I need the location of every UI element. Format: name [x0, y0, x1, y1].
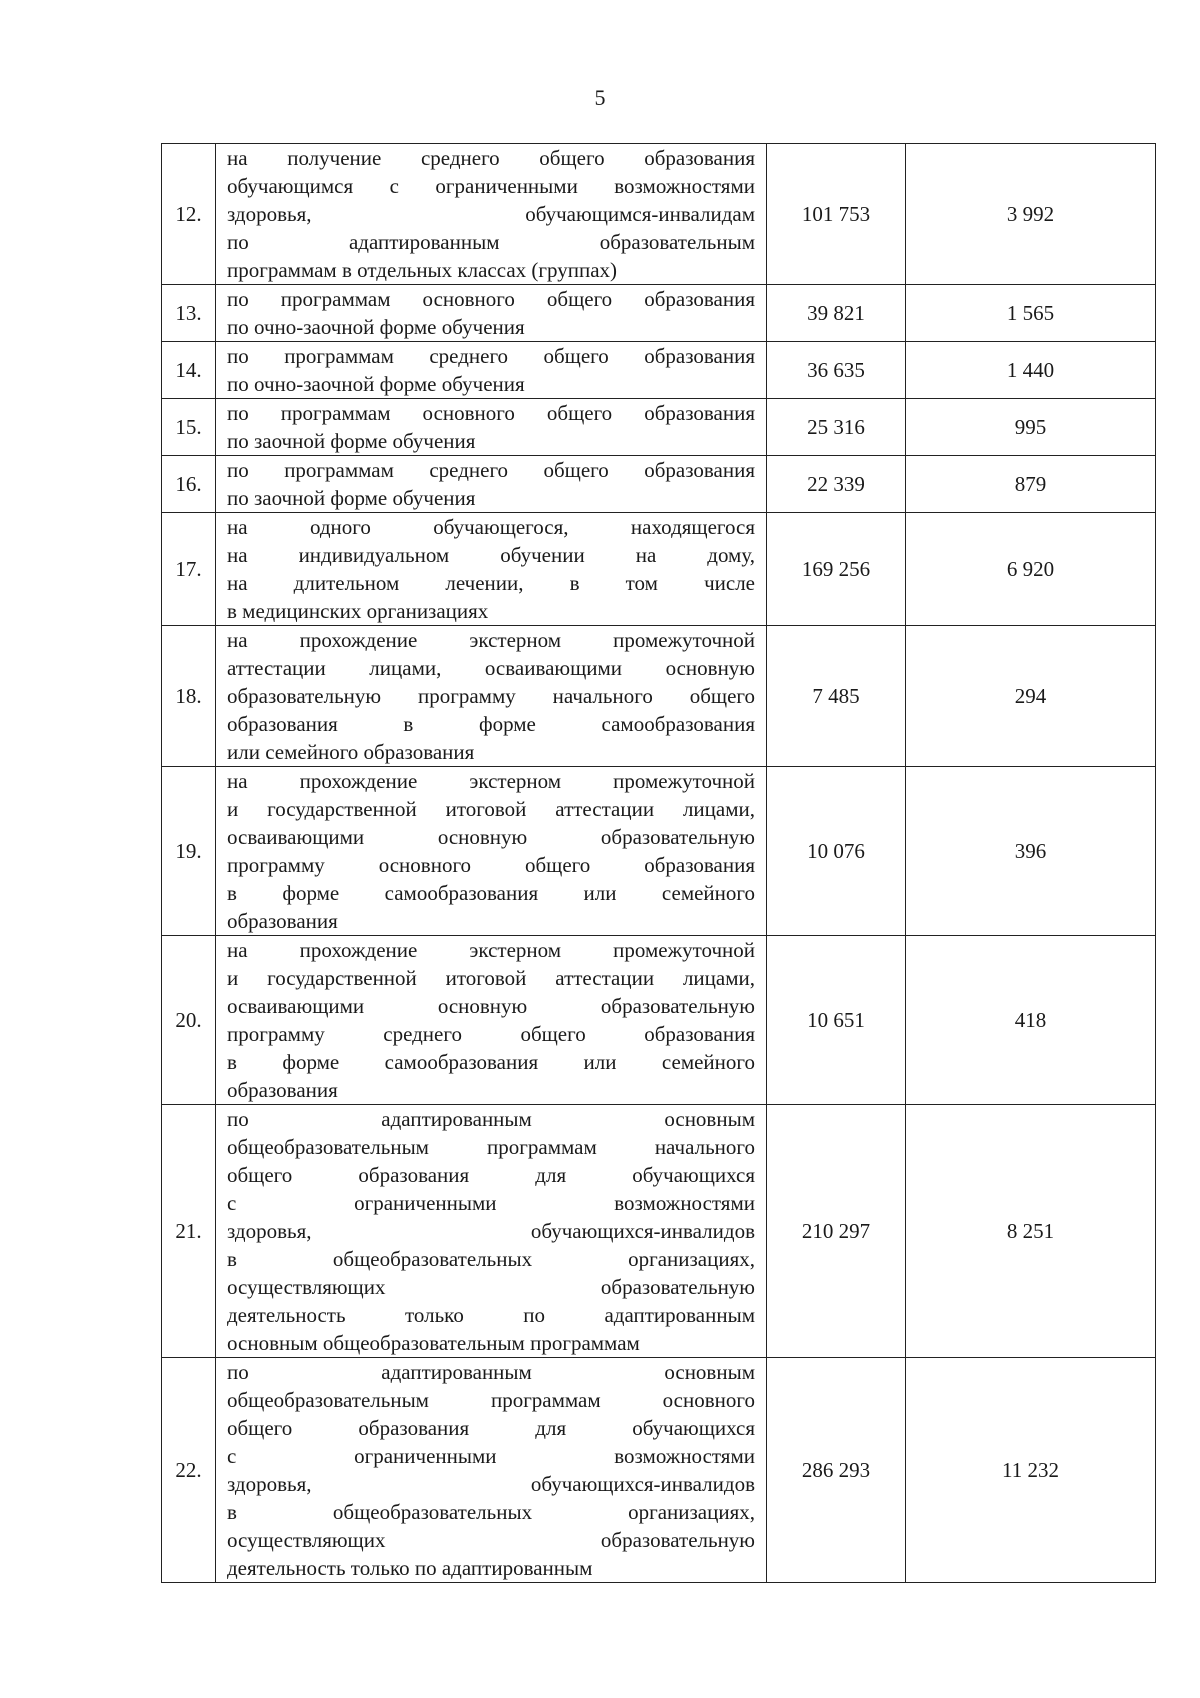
table-row — [162, 626, 1156, 767]
description-line: с ограниченными возможностями — [227, 1444, 755, 1468]
description-line: здоровья, обучающихся-инвалидов — [227, 1472, 755, 1496]
table-body — [162, 144, 1156, 1583]
description-line: образования — [227, 909, 338, 933]
description-line: или семейного образования — [227, 740, 475, 764]
description-line: общеобразовательным программам основного — [227, 1388, 755, 1412]
row-value-1: 286 293 — [767, 1358, 906, 1583]
description-line: деятельность только по адаптированным — [227, 1303, 755, 1327]
table-row — [162, 513, 1156, 626]
row-description — [216, 399, 767, 456]
description-line: обучающимся с ограниченными возможностями — [227, 174, 755, 198]
row-description — [216, 285, 767, 342]
row-number: 12. — [162, 144, 216, 285]
description-line: программу основного общего образования — [227, 853, 755, 877]
row-value-2: 11 232 — [906, 1358, 1156, 1583]
table-row — [162, 342, 1156, 399]
description-line: общеобразовательным программам начального — [227, 1135, 755, 1159]
row-value-1: 36 635 — [767, 342, 906, 399]
table-row — [162, 144, 1156, 285]
table-row — [162, 936, 1156, 1105]
row-value-1: 210 297 — [767, 1105, 906, 1358]
row-value-2: 396 — [906, 767, 1156, 936]
row-value-1: 101 753 — [767, 144, 906, 285]
row-description — [216, 1358, 767, 1583]
table-row — [162, 1358, 1156, 1583]
description-line: на длительном лечении, в том числе — [227, 571, 755, 595]
description-line: образования — [227, 1078, 338, 1102]
row-description — [216, 513, 767, 626]
row-value-2: 418 — [906, 936, 1156, 1105]
row-number: 20. — [162, 936, 216, 1105]
row-value-1: 22 339 — [767, 456, 906, 513]
table-row — [162, 456, 1156, 513]
description-line: на прохождение экстерном промежуточной — [227, 938, 755, 962]
description-line: общего образования для обучающихся — [227, 1416, 755, 1440]
row-number: 18. — [162, 626, 216, 767]
row-description — [216, 456, 767, 513]
table-row — [162, 285, 1156, 342]
row-number: 15. — [162, 399, 216, 456]
row-description — [216, 144, 767, 285]
description-line: по программам среднего общего образования — [227, 344, 755, 368]
row-number: 17. — [162, 513, 216, 626]
row-description — [216, 936, 767, 1105]
row-value-2: 879 — [906, 456, 1156, 513]
description-line: на получение среднего общего образования — [227, 146, 755, 170]
row-value-1: 25 316 — [767, 399, 906, 456]
description-line: в общеобразовательных организациях, — [227, 1500, 755, 1524]
description-line: программу среднего общего образования — [227, 1022, 755, 1046]
row-value-2: 3 992 — [906, 144, 1156, 285]
description-line: и государственной итоговой аттестации лицами, — [227, 797, 755, 821]
cost-table — [161, 143, 1156, 1583]
row-value-1: 7 485 — [767, 626, 906, 767]
table-row — [162, 1105, 1156, 1358]
description-line: образования в форме самообразования — [227, 712, 755, 736]
description-line: на одного обучающегося, находящегося — [227, 515, 755, 539]
description-line: по заочной форме обучения — [227, 486, 476, 510]
row-value-2: 6 920 — [906, 513, 1156, 626]
description-line: в форме самообразования или семейного — [227, 1050, 755, 1074]
description-line: по программам основного общего образования — [227, 401, 755, 425]
description-line: в медицинских организациях — [227, 599, 489, 623]
row-number: 21. — [162, 1105, 216, 1358]
description-line: деятельность только по адаптированным — [227, 1556, 593, 1580]
description-line: по очно-заочной форме обучения — [227, 315, 525, 339]
row-number: 13. — [162, 285, 216, 342]
description-line: по программам среднего общего образования — [227, 458, 755, 482]
description-line: в общеобразовательных организациях, — [227, 1247, 755, 1271]
row-value-2: 294 — [906, 626, 1156, 767]
table-row — [162, 767, 1156, 936]
description-line: на прохождение экстерном промежуточной — [227, 769, 755, 793]
row-value-2: 995 — [906, 399, 1156, 456]
page-number: 5 — [594, 85, 606, 110]
description-line: и государственной итоговой аттестации лицами, — [227, 966, 755, 990]
description-line: по адаптированным образовательным — [227, 230, 755, 254]
description-line: по программам основного общего образования — [227, 287, 755, 311]
row-value-2: 1 565 — [906, 285, 1156, 342]
description-line: здоровья, обучающихся-инвалидов — [227, 1219, 755, 1243]
row-description — [216, 342, 767, 399]
description-line: образовательную программу начального общего — [227, 684, 755, 708]
description-line: по очно-заочной форме обучения — [227, 372, 525, 396]
row-value-1: 39 821 — [767, 285, 906, 342]
description-line: основным общеобразовательным программам — [227, 1331, 640, 1355]
description-line: по заочной форме обучения — [227, 429, 476, 453]
row-value-2: 1 440 — [906, 342, 1156, 399]
description-line: аттестации лицами, осваивающими основную — [227, 656, 755, 680]
row-number: 14. — [162, 342, 216, 399]
description-line: с ограниченными возможностями — [227, 1191, 755, 1215]
description-line: в форме самообразования или семейного — [227, 881, 755, 905]
description-line: осваивающими основную образовательную — [227, 825, 755, 849]
table-row — [162, 399, 1156, 456]
row-value-1: 10 076 — [767, 767, 906, 936]
row-value-1: 10 651 — [767, 936, 906, 1105]
row-number: 22. — [162, 1358, 216, 1583]
description-line: осваивающими основную образовательную — [227, 994, 755, 1018]
description-line: на прохождение экстерном промежуточной — [227, 628, 755, 652]
row-description — [216, 1105, 767, 1358]
description-line: по адаптированным основным — [227, 1107, 755, 1131]
description-line: по адаптированным основным — [227, 1360, 755, 1384]
description-line: здоровья, обучающимся-инвалидам — [227, 202, 755, 226]
row-description — [216, 767, 767, 936]
row-number: 16. — [162, 456, 216, 513]
description-line: программам в отдельных классах (группах) — [227, 258, 618, 282]
row-value-2: 8 251 — [906, 1105, 1156, 1358]
description-line: общего образования для обучающихся — [227, 1163, 755, 1187]
row-number: 19. — [162, 767, 216, 936]
description-line: осуществляющих образовательную — [227, 1275, 755, 1299]
description-line: на индивидуальном обучении на дому, — [227, 543, 755, 567]
row-value-1: 169 256 — [767, 513, 906, 626]
description-line: осуществляющих образовательную — [227, 1528, 755, 1552]
row-description — [216, 626, 767, 767]
